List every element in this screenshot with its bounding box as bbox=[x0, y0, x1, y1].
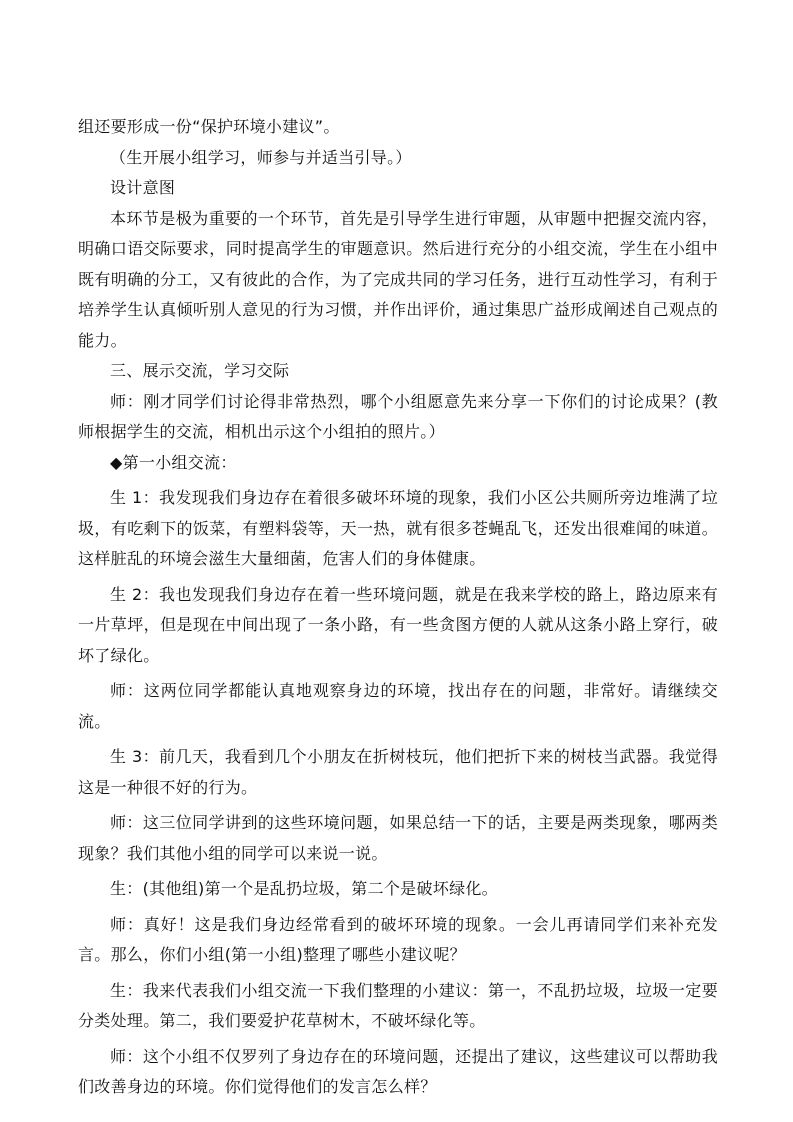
paragraph-student-2: 生 2：我也发现我们身边存在着一些环境问题，就是在我来学校的路上，路边原来有一片草坪，但是现在中间出现了一条小路，有一些贪图方便的人就从这条小路上穿行，破坏了绿化。 bbox=[78, 584, 718, 665]
section-heading-part-three: 三、展示交流，学习交际 bbox=[110, 361, 290, 380]
paragraph-teacher-opening: 师：刚才同学们讨论得非常热烈，哪个小组愿意先来分享一下你们的讨论成果？(教师根据学生的交流，相机出示这个小组拍的照片。） bbox=[78, 391, 718, 441]
paragraph-teacher-response-1: 师：这两位同学都能认真地观察身边的环境，找出存在的问题，非常好。请继续交流。 bbox=[78, 681, 718, 731]
section-heading-design-intent: 设计意图 bbox=[110, 178, 176, 197]
paragraph-group-one-heading: ◆第一小组交流： bbox=[110, 452, 237, 472]
paragraph-teacher-praise: 师：真好！这是我们身边经常看到的破坏环境的现象。一会儿再请同学们来补充发言。那么，你们小组(第一小组)整理了哪些小建议呢？ bbox=[78, 914, 718, 964]
paragraph-student-suggestions: 生：我来代表我们小组交流一下我们整理的小建议：第一，不乱扔垃圾，垃圾一定要分类处理。第二，我们要爱护花草树木，不破坏绿化等。 bbox=[78, 980, 718, 1030]
document-body bbox=[78, 112, 718, 1103]
paragraph-other-group-answer: 生：(其他组)第一个是乱扔垃圾，第二个是破坏绿化。 bbox=[110, 879, 498, 898]
paragraph-student-3: 生 3：前几天，我看到几个小朋友在折树枝玩，他们把折下来的树枝当武器。我觉得这是一种很不好的行为。 bbox=[78, 747, 718, 797]
paragraph-teacher-evaluation: 师：这个小组不仅罗列了身边存在的环境问题，还提出了建议，这些建议可以帮助我们改善身边的环境。你们觉得他们的发言怎么样？ bbox=[78, 1046, 718, 1096]
paragraph-continuation: 组还要形成一份“保护环境小建议”。 bbox=[78, 117, 340, 136]
paragraph-design-intent: 本环节是极为重要的一个环节，首先是引导学生进行审题，从审题中把握交流内容，明确口语交际要求，同时提高学生的审题意识。然后进行充分的小组交流，学生在小组中既有明确的分工，又有彼此的合作，为了完成共同的学习任务，进行互动性学习，有利于培养学生认真倾听别人意见的行为习惯，并作出评价，通过集思广益形成阐述自己观点的能力。 bbox=[78, 208, 718, 350]
paragraph-student-1: 生 1：我发现我们身边存在着很多破坏环境的现象，我们小区公共厕所旁边堆满了垃圾，有吃剩下的饭菜，有塑料袋等，天一热，就有很多苍蝇乱飞，还发出很难闻的味道。这样脏乱的环境会滋生大量细菌，危害人们的身体健康。 bbox=[78, 488, 718, 568]
paragraph-teacher-summary-question: 师：这三位同学讲到的这些环境问题，如果总结一下的话，主要是两类现象，哪两类现象？我们其他小组的同学可以来说一说。 bbox=[78, 813, 718, 863]
paragraph-stage-direction: （生开展小组学习，师参与并适当引导。） bbox=[110, 147, 412, 167]
